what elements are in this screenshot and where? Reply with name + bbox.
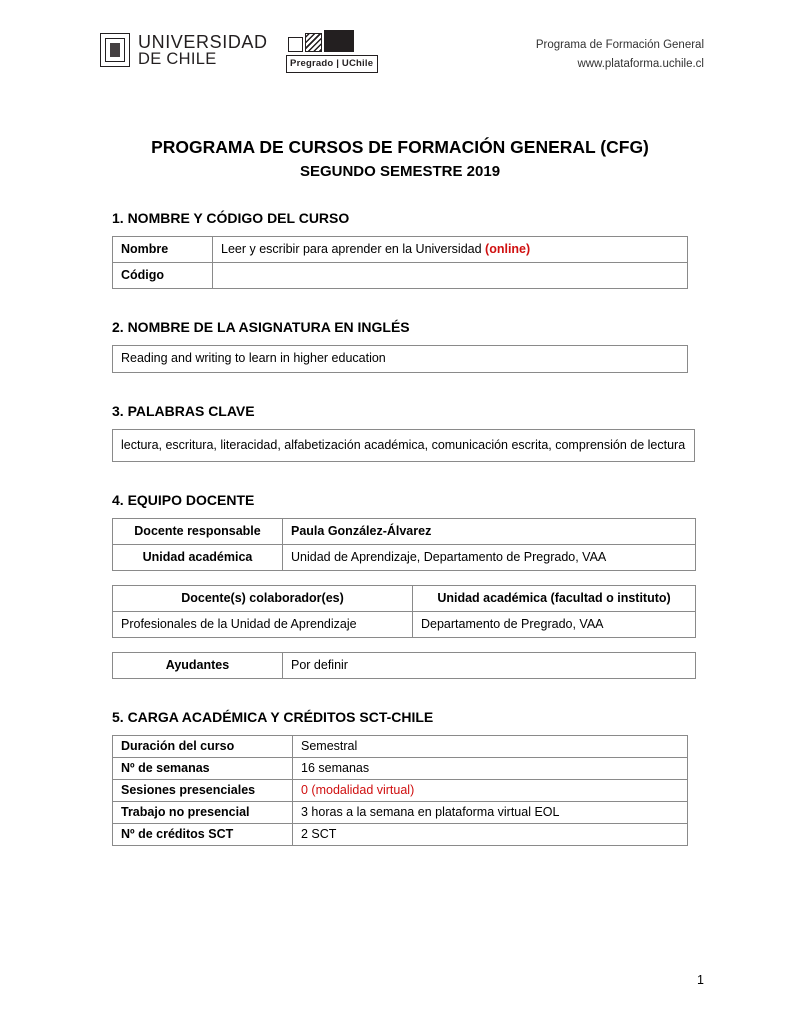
keywords-value: lectura, escritura, literacidad, alfabetización académica, comunicación escrita, comprensión de lectura <box>113 429 695 461</box>
table-row <box>113 345 688 372</box>
keywords-table <box>112 429 695 462</box>
row-value: 3 horas a la semana en plataforma virtual EOL <box>293 801 688 823</box>
table-row <box>113 757 688 779</box>
pregrado-uchile-logo <box>286 28 378 73</box>
row-label: Docente responsable <box>113 518 283 544</box>
table-row <box>113 735 688 757</box>
course-name-online-tag: (online) <box>485 241 531 256</box>
block-white-icon <box>288 37 303 52</box>
section-2-heading: 2. NOMBRE DE LA ASIGNATURA EN INGLÉS <box>112 318 410 335</box>
row-value <box>213 236 688 262</box>
table-header-row <box>113 585 696 611</box>
university-crest-icon <box>100 33 130 67</box>
assistants-value: Por definir <box>283 652 696 678</box>
pregrado-blocks-icon <box>286 28 378 52</box>
block-hatched-icon <box>305 33 322 52</box>
row-value: Semestral <box>293 735 688 757</box>
collab-header-1: Docente(s) colaborador(es) <box>113 585 413 611</box>
header-right-text <box>536 28 704 74</box>
row-value: 16 semanas <box>293 757 688 779</box>
table-row <box>113 611 696 637</box>
logo-group <box>96 28 378 73</box>
row-label: Duración del curso <box>113 735 293 757</box>
page-number: 1 <box>697 973 704 987</box>
university-name-line2: DE CHILE <box>138 50 217 69</box>
row-value <box>213 262 688 288</box>
table-row <box>113 236 688 262</box>
document-subtitle: SEGUNDO SEMESTRE 2019 <box>299 162 501 180</box>
section-5-heading: 5. CARGA ACADÉMICA Y CRÉDITOS SCT-CHILE <box>112 708 434 725</box>
section-3-heading: 3. PALABRAS CLAVE <box>112 402 255 419</box>
table-row <box>113 652 696 678</box>
university-wordmark <box>138 33 268 68</box>
table-row <box>113 262 688 288</box>
university-name-line1: UNIVERSIDAD <box>138 31 268 52</box>
row-label: Trabajo no presencial <box>113 801 293 823</box>
assistants-table <box>112 652 696 679</box>
row-value: Unidad de Aprendizaje, Departamento de Pregrado, VAA <box>283 544 696 570</box>
row-value: Paula González-Álvarez <box>283 518 696 544</box>
table-row <box>113 429 695 461</box>
course-name-value: Leer y escribir para aprender en la Universidad <box>221 241 486 256</box>
pregrado-label: Pregrado | UChile <box>286 55 378 73</box>
row-label: Sesiones presenciales <box>113 779 293 801</box>
collab-header-2: Unidad académica (facultad o instituto) <box>413 585 696 611</box>
collab-value-2: Departamento de Pregrado, VAA <box>413 611 696 637</box>
program-line: Programa de Formación General <box>535 39 704 51</box>
row-label: Unidad académica <box>113 544 283 570</box>
english-name-value: Reading and writing to learn in higher education <box>113 345 688 372</box>
table-row <box>113 801 688 823</box>
section-1-heading: 1. NOMBRE Y CÓDIGO DEL CURSO <box>112 209 350 226</box>
course-name-table <box>112 236 688 289</box>
assistants-label: Ayudantes <box>113 652 283 678</box>
row-value: 2 SCT <box>293 823 688 845</box>
row-label: Código <box>113 262 213 288</box>
table-row <box>113 779 688 801</box>
universidad-de-chile-logo <box>100 33 268 68</box>
table-row <box>113 518 696 544</box>
page-header <box>96 28 704 90</box>
collaborators-table <box>112 585 696 638</box>
document-title: PROGRAMA DE CURSOS DE FORMACIÓN GENERAL (CFG) <box>151 137 649 157</box>
row-label: Nombre <box>113 236 213 262</box>
academic-load-table <box>112 735 688 846</box>
section-4-heading: 4. EQUIPO DOCENTE <box>112 491 255 508</box>
row-label: Nº de créditos SCT <box>113 823 293 845</box>
collab-value-1: Profesionales de la Unidad de Aprendizaje <box>113 611 413 637</box>
website-line: www.plataforma.uchile.cl <box>577 57 704 70</box>
english-name-table <box>112 345 688 373</box>
row-value: 0 (modalidad virtual) <box>293 779 688 801</box>
teaching-team-table <box>112 518 696 571</box>
block-solid-icon <box>324 30 354 52</box>
table-row <box>113 544 696 570</box>
table-row <box>113 823 688 845</box>
row-label: Nº de semanas <box>113 757 293 779</box>
